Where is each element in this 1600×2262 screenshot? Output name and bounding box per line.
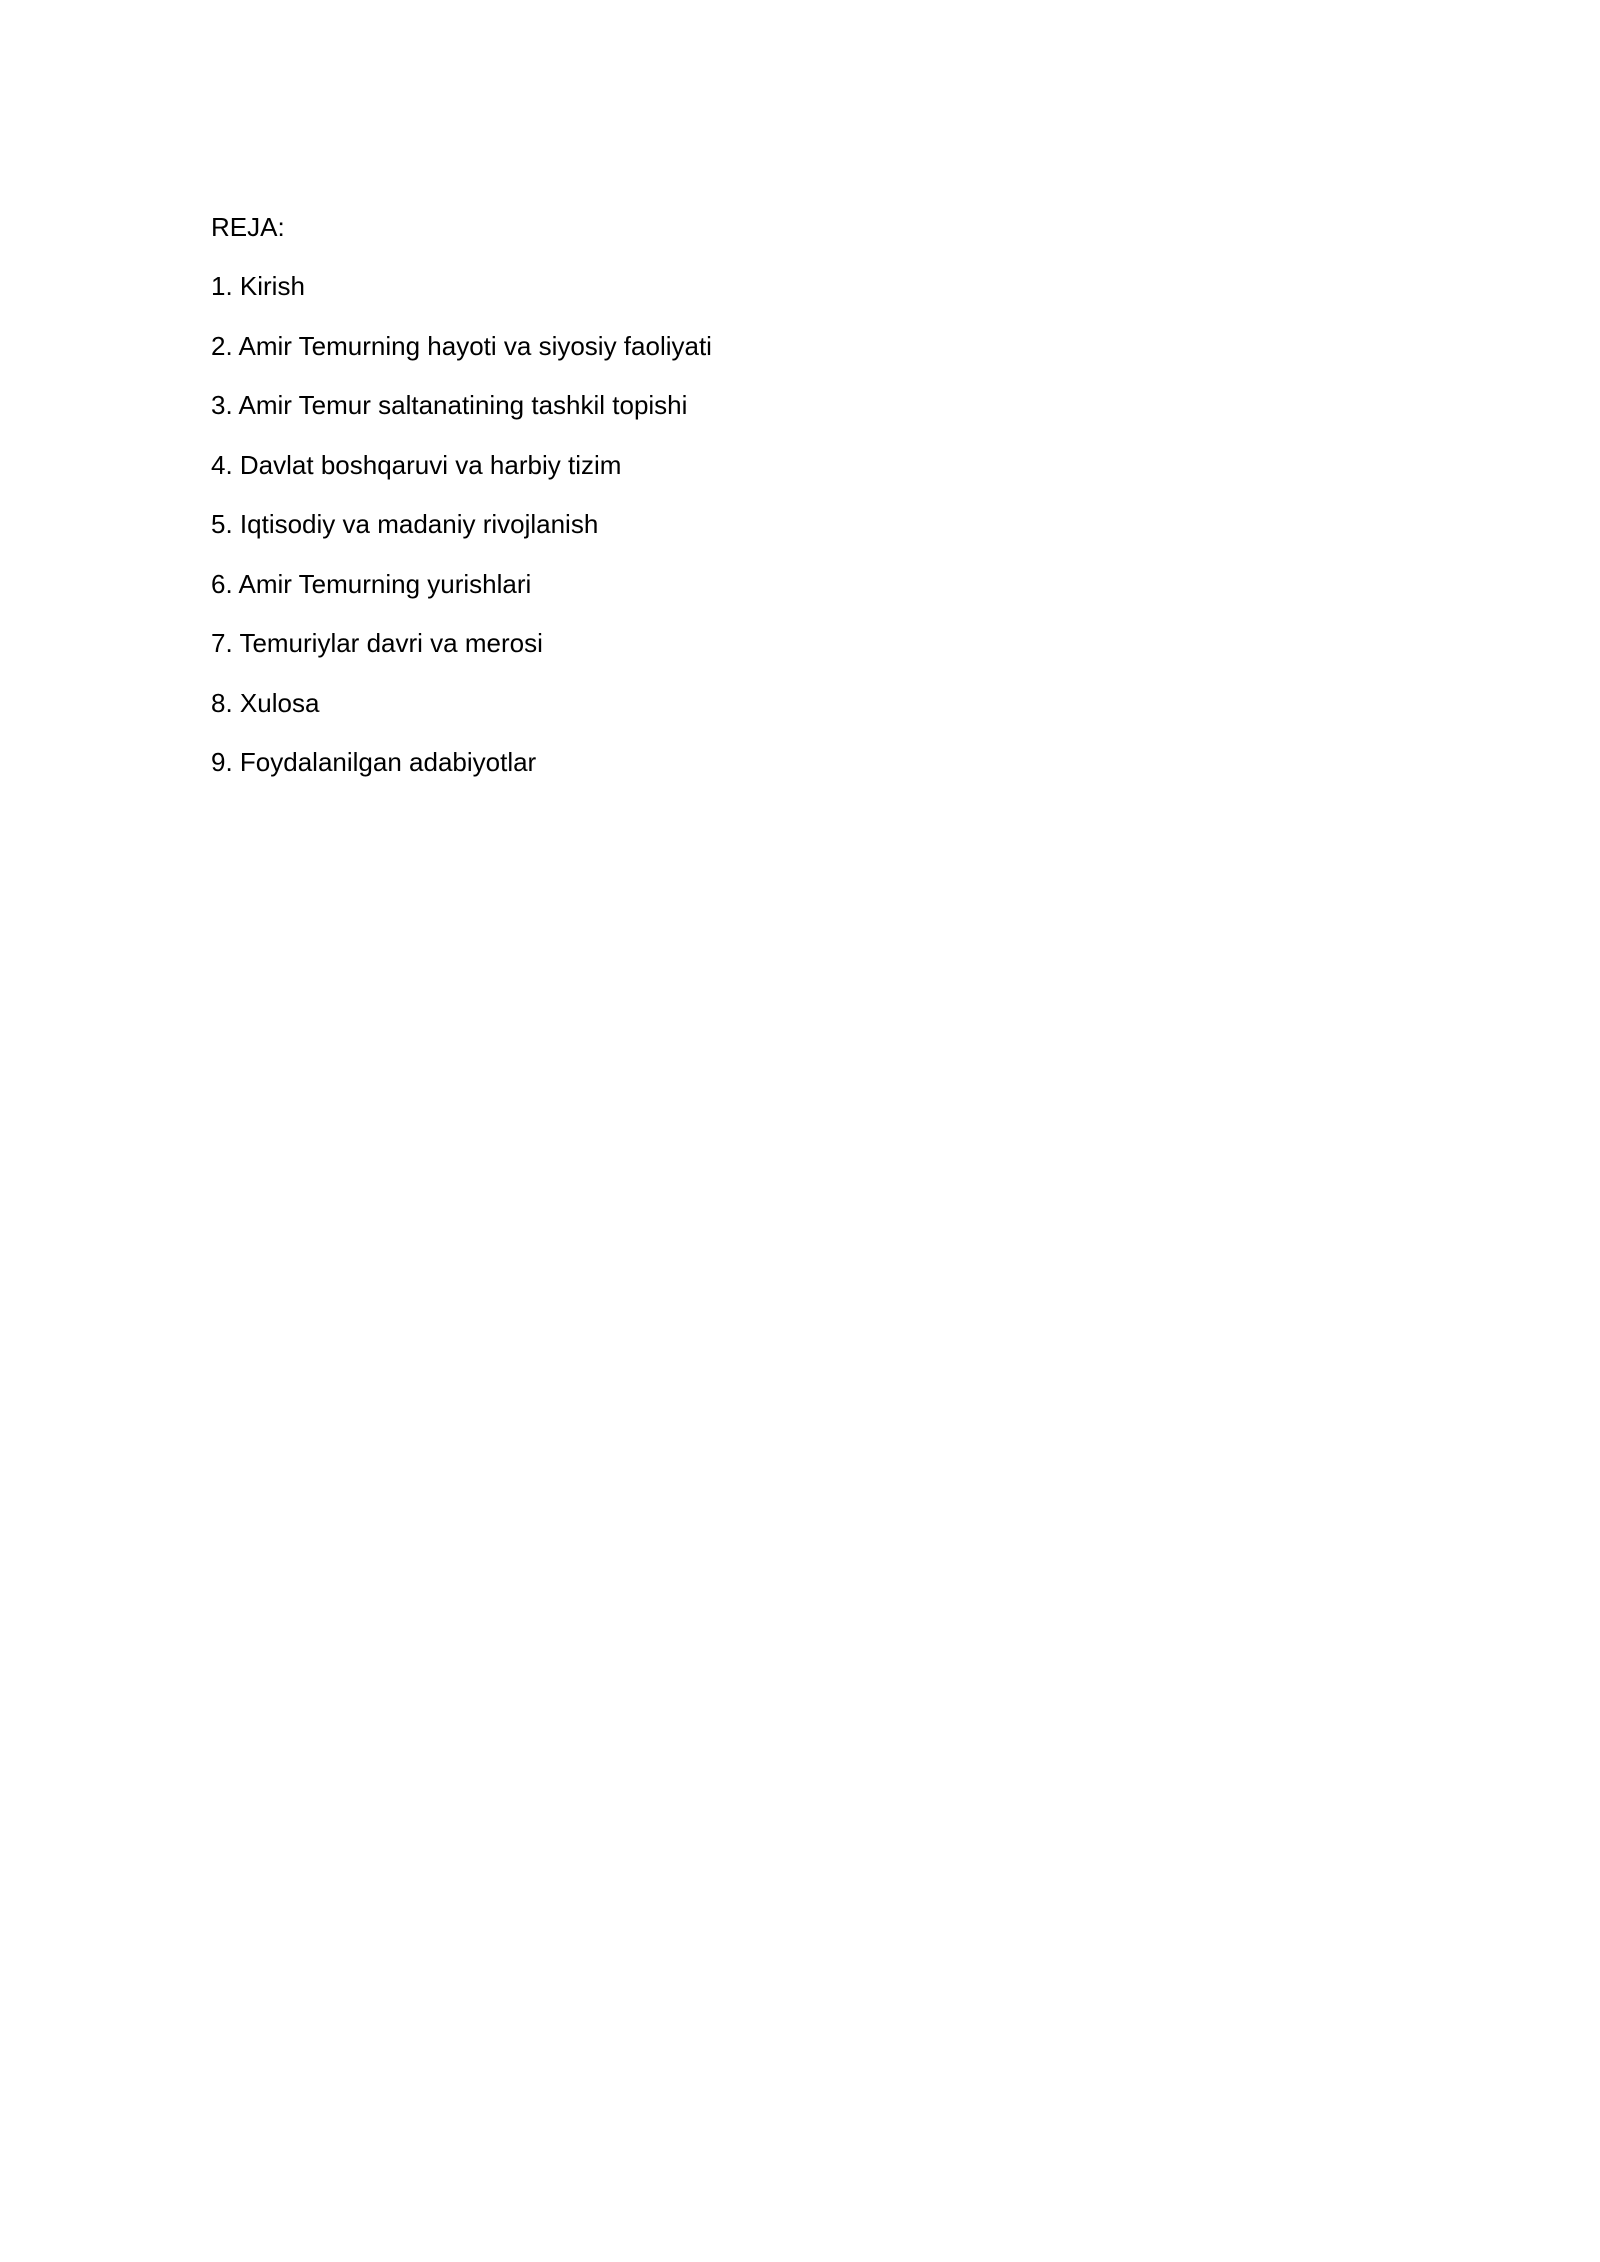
plan-item-3: 3. Amir Temur saltanatining tashkil topishi [211,390,688,420]
document-body [211,208,1391,803]
plan-item-8: 8. Xulosa [211,687,320,718]
plan-item-9: 9. Foydalanilgan adabiyotlar [211,747,537,777]
plan-list [211,267,1391,781]
plan-item-4: 4. Davlat boshqaruvi va harbiy tizim [211,449,622,480]
plan-heading: REJA: [211,212,285,242]
plan-item-5: 5. Iqtisodiy va madaniy rivojlanish [211,509,599,539]
plan-item-2: 2. Amir Temurning hayoti va siyosiy faoliyati [211,330,712,361]
plan-item-1: 1. Kirish [211,271,305,301]
plan-item-7: 7. Temuriylar davri va merosi [211,628,543,658]
plan-item-6: 6. Amir Temurning yurishlari [211,568,532,599]
